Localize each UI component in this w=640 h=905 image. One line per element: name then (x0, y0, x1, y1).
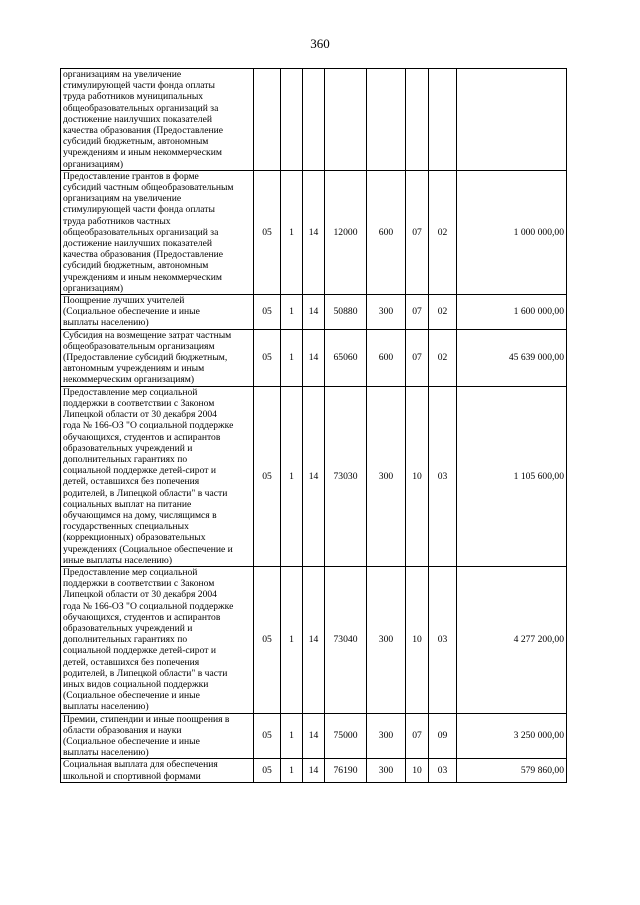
cell-code-3: 14 (303, 566, 325, 713)
cell-code-6: 10 (406, 566, 429, 713)
table-row (61, 759, 567, 782)
cell-code-4: 12000 (325, 170, 367, 294)
cell-code-3: 14 (303, 713, 325, 759)
cell-code-2: 1 (281, 386, 303, 566)
table-row (61, 69, 567, 171)
row-name: Предоставление мер социальной поддержки в соответствии с Законом Липецкой области от 30 декабря 2004 года № 166-ОЗ "О социальной поддержке обучающихся, студентов и аспирантов образовательных учреждений и дополнительных гарантиях по социальной поддержке детей-сирот и детей, оставшихся без попечения родителей, в Липецкой области" в части иных видов социальной поддержки (Социальное обеспечение и иные выплаты населению) (61, 566, 254, 713)
table-row (61, 713, 567, 759)
cell-code-7: 03 (429, 566, 457, 713)
cell-code-2 (281, 69, 303, 171)
cell-code-5: 300 (367, 295, 406, 330)
cell-code-2: 1 (281, 759, 303, 782)
cell-code-5 (367, 69, 406, 171)
cell-code-4: 73040 (325, 566, 367, 713)
cell-code-3: 14 (303, 759, 325, 782)
table-row (61, 170, 567, 294)
cell-code-7: 02 (429, 295, 457, 330)
cell-code-1: 05 (254, 329, 281, 386)
cell-amount: 3 250 000,00 (457, 713, 567, 759)
cell-code-6: 10 (406, 386, 429, 566)
row-name: Предоставление грантов в форме субсидий частным общеобразовательным организациям на увеличение стимулирующей части фонда оплаты труда работников частных общеобразовательных организаций за достижение наилучших показателей качества образования (Предоставление субсидий бюджетным, автономным учреждениям и иным некоммерческим организациям) (61, 170, 254, 294)
cell-code-4: 50880 (325, 295, 367, 330)
cell-code-1: 05 (254, 295, 281, 330)
cell-code-7: 09 (429, 713, 457, 759)
cell-code-5: 300 (367, 566, 406, 713)
cell-code-2: 1 (281, 170, 303, 294)
cell-code-1: 05 (254, 713, 281, 759)
cell-amount: 1 105 600,00 (457, 386, 567, 566)
cell-code-7: 03 (429, 759, 457, 782)
table-row (61, 329, 567, 386)
cell-code-4: 65060 (325, 329, 367, 386)
cell-code-6: 10 (406, 759, 429, 782)
cell-code-7: 03 (429, 386, 457, 566)
cell-code-3: 14 (303, 386, 325, 566)
cell-code-4: 73030 (325, 386, 367, 566)
row-name: Премии, стипендии и иные поощрения в области образования и науки (Социальное обеспечение и иные выплаты населению) (61, 713, 254, 759)
cell-code-2: 1 (281, 295, 303, 330)
cell-code-2: 1 (281, 329, 303, 386)
cell-code-3: 14 (303, 329, 325, 386)
budget-table (60, 68, 567, 783)
cell-code-6 (406, 69, 429, 171)
cell-code-5: 600 (367, 170, 406, 294)
cell-code-7: 02 (429, 170, 457, 294)
cell-code-2: 1 (281, 713, 303, 759)
cell-amount: 1 600 000,00 (457, 295, 567, 330)
cell-code-5: 300 (367, 759, 406, 782)
cell-code-7 (429, 69, 457, 171)
table-row (61, 295, 567, 330)
cell-code-4 (325, 69, 367, 171)
row-name: Поощрение лучших учителей (Социальное обеспечение и иные выплаты населению) (61, 295, 254, 330)
table-row (61, 386, 567, 566)
cell-amount (457, 69, 567, 171)
cell-amount: 4 277 200,00 (457, 566, 567, 713)
cell-code-4: 75000 (325, 713, 367, 759)
row-name: организациям на увеличение стимулирующей части фонда оплаты труда работников муниципальных общеобразовательных организаций за достижение наилучших показателей качества образования (Предоставление субсидий бюджетным, автономным учреждениям и иным некоммерческим организациям) (61, 69, 254, 171)
cell-code-6: 07 (406, 713, 429, 759)
cell-code-7: 02 (429, 329, 457, 386)
cell-amount: 1 000 000,00 (457, 170, 567, 294)
cell-code-6: 07 (406, 295, 429, 330)
cell-code-4: 76190 (325, 759, 367, 782)
cell-code-1: 05 (254, 386, 281, 566)
row-name: Субсидия на возмещение затрат частным общеобразовательным организациям (Предоставление субсидий бюджетным, автономным учреждениям и иным некоммерческим организациям) (61, 329, 254, 386)
cell-code-6: 07 (406, 170, 429, 294)
cell-code-2: 1 (281, 566, 303, 713)
cell-code-3: 14 (303, 170, 325, 294)
cell-code-1: 05 (254, 170, 281, 294)
cell-code-5: 300 (367, 713, 406, 759)
cell-amount: 45 639 000,00 (457, 329, 567, 386)
cell-amount: 579 860,00 (457, 759, 567, 782)
cell-code-1: 05 (254, 566, 281, 713)
cell-code-5: 300 (367, 386, 406, 566)
cell-code-5: 600 (367, 329, 406, 386)
row-name: Предоставление мер социальной поддержки в соответствии с Законом Липецкой области от 30 декабря 2004 года № 166-ОЗ "О социальной поддержке обучающихся, студентов и аспирантов образовательных учреждений и дополнительных гарантиях по социальной поддержке детей-сирот и детей, оставшихся без попечения родителей, в Липецкой области" в части социальных выплат на питание обучающимся на дому, числящимся в государственных специальных (коррекционных) образовательных учреждениях (Социальное обеспечение и иные выплаты населению) (61, 386, 254, 566)
cell-code-3 (303, 69, 325, 171)
cell-code-1: 05 (254, 759, 281, 782)
cell-code-3: 14 (303, 295, 325, 330)
page-number: 360 (310, 36, 330, 51)
cell-code-6: 07 (406, 329, 429, 386)
cell-code-1 (254, 69, 281, 171)
table-row (61, 566, 567, 713)
row-name: Социальная выплата для обеспечения школьной и спортивной формами (61, 759, 254, 782)
